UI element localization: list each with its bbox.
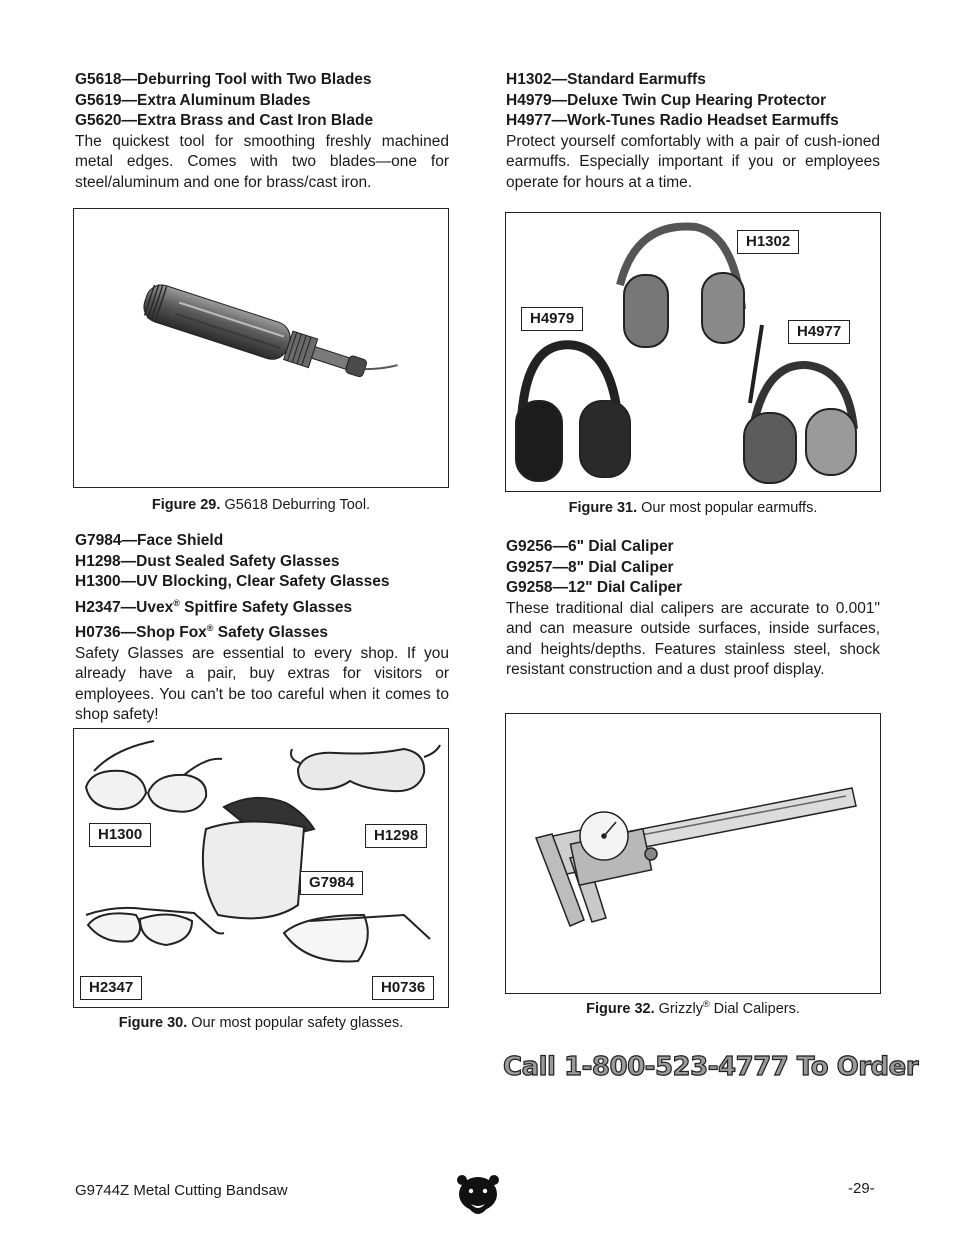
heading: H4977—Work-Tunes Radio Headset Earmuffs bbox=[506, 112, 839, 129]
calipers-section bbox=[506, 537, 880, 681]
figure-label: Figure 31. bbox=[568, 500, 638, 516]
right-column bbox=[506, 70, 880, 193]
safety-glasses-section bbox=[75, 531, 449, 726]
figure-label: Figure 29. bbox=[151, 497, 221, 513]
heading: G9258—12" Dial Caliper bbox=[506, 579, 683, 596]
heading-part: H2347—Uvex bbox=[75, 598, 174, 616]
heading-part: Spitfire Safety Glasses bbox=[179, 598, 353, 616]
tag-h4977: H4977 bbox=[788, 320, 850, 344]
figure-32-caption bbox=[505, 999, 881, 1017]
registered-mark: ® bbox=[702, 999, 710, 1009]
calipers-description: These traditional dial calipers are accurate to 0.001" and can measure outside surfaces, inside surfaces, and heights/depths. Features stainless steel, shock resistant construction and a dust proof display. bbox=[506, 599, 880, 678]
calipers-headings bbox=[506, 537, 880, 599]
heading: H1298—Dust Sealed Safety Glasses bbox=[75, 552, 340, 570]
caption-text: Dial Calipers. bbox=[709, 1000, 800, 1017]
heading: H4979—Deluxe Twin Cup Hearing Protector bbox=[506, 91, 827, 109]
tag-h1302: H1302 bbox=[737, 230, 799, 254]
earmuffs-description: Protect yourself comfortably with a pair of cush-ioned earmuffs. Especially important if you or employees operate for hours at a time. bbox=[506, 132, 880, 191]
figure-label: Figure 32. bbox=[586, 1000, 655, 1017]
footer-page-number: -29- bbox=[848, 1180, 875, 1197]
tag-h2347: H2347 bbox=[80, 976, 142, 1000]
figure-32-image bbox=[505, 713, 881, 994]
figure-30-caption bbox=[73, 1015, 449, 1031]
heading-part: H0736—Shop Fox bbox=[75, 624, 207, 642]
safety-glasses-headings bbox=[75, 531, 449, 644]
left-column bbox=[75, 70, 449, 193]
tag-h0736: H0736 bbox=[372, 976, 434, 1000]
heading: G5618—Deburring Tool with Two Blades bbox=[75, 71, 372, 88]
heading: G9256—6" Dial Caliper bbox=[506, 538, 674, 555]
dial-caliper-illustration bbox=[506, 714, 879, 992]
earmuffs-illustration bbox=[506, 213, 879, 490]
caption-text: Our most popular earmuffs. bbox=[641, 500, 818, 516]
call-to-order-banner: Call 1-800-523-4777 To Order bbox=[503, 1052, 919, 1082]
figure-31-caption bbox=[505, 500, 881, 516]
heading-part: Safety Glasses bbox=[213, 624, 329, 642]
heading: H1302—Standard Earmuffs bbox=[506, 71, 706, 88]
tag-h1300: H1300 bbox=[89, 823, 151, 847]
registered-mark: ® bbox=[173, 597, 180, 608]
tag-g7984: G7984 bbox=[300, 871, 363, 895]
figure-29-caption bbox=[73, 497, 449, 513]
caption-text: Our most popular safety glasses. bbox=[191, 1015, 404, 1031]
deburring-description: The quickest tool for smoothing freshly machined metal edges. Comes with two blades—one for steel/aluminum and one for brass/cast iron. bbox=[75, 132, 449, 191]
tag-h4979: H4979 bbox=[521, 307, 583, 331]
safety-glasses-illustration bbox=[74, 729, 447, 1006]
caption-text: G5618 Deburring Tool. bbox=[224, 497, 371, 513]
heading: G9257—8" Dial Caliper bbox=[506, 558, 674, 576]
heading: G7984—Face Shield bbox=[75, 532, 224, 549]
heading bbox=[75, 618, 449, 644]
deburring-headings bbox=[75, 70, 449, 132]
figure-30-image bbox=[73, 728, 449, 1008]
heading: G5620—Extra Brass and Cast Iron Blade bbox=[75, 112, 374, 129]
heading: G5619—Extra Aluminum Blades bbox=[75, 91, 311, 109]
heading: H1300—UV Blocking, Clear Safety Glasses bbox=[75, 573, 390, 590]
figure-label: Figure 30. bbox=[118, 1015, 188, 1031]
heading bbox=[75, 593, 449, 619]
safety-glasses-description: Safety Glasses are essential to every shop. If you already have a pair, buy extras for visitors or employees. You can't be too careful when it comes to shop safety! bbox=[75, 644, 449, 724]
footer-manual-title: G9744Z Metal Cutting Bandsaw bbox=[75, 1182, 288, 1199]
grizzly-bear-logo-icon bbox=[456, 1172, 500, 1222]
caption-text: Grizzly bbox=[658, 1000, 703, 1017]
registered-mark: ® bbox=[206, 623, 214, 634]
figure-31-image bbox=[505, 212, 881, 492]
figure-29-image bbox=[73, 208, 449, 488]
tag-h1298: H1298 bbox=[365, 824, 427, 848]
deburring-tool-illustration bbox=[74, 209, 447, 486]
earmuffs-headings bbox=[506, 70, 880, 132]
